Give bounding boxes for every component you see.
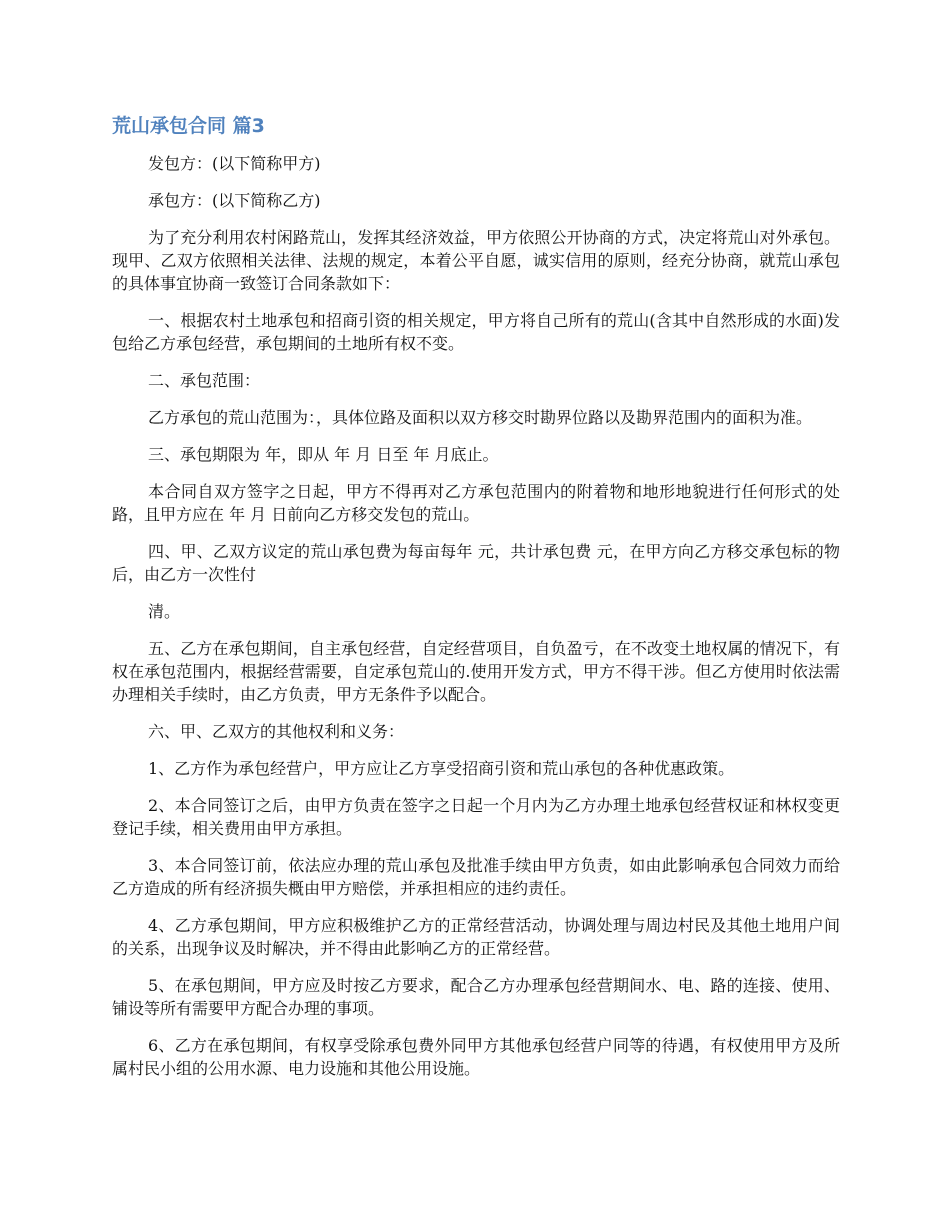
paragraph-preamble: 为了充分利用农村闲路荒山，发挥其经济效益，甲方依照公开协商的方式，决定将荒山对外承包。现甲、乙双方依照相关法律、法规的规定，本着公平自愿，诚实信用的原则，经充分协商，就荒山承包的具体事宜协商一致签订合同条款如下：	[112, 228, 840, 293]
paragraph-item-6: 6、乙方在承包期间，有权享受除承包费外同甲方其他承包经营户同等的待遇，有权使用甲方及所属村民小组的公用水源、电力设施和其他公用设施。	[112, 1036, 840, 1078]
paragraph-contractor: 承包方：(以下简称乙方)	[148, 191, 321, 210]
paragraph-item-2: 2、本合同签订之后，由甲方负责在签字之日起一个月内为乙方办理土地承包经营权证和林权变更登记手续，相关费用由甲方承担。	[112, 796, 840, 838]
paragraph-scope: 乙方承包的荒山范围为：，具体位路及面积以双方移交时勘界位路以及勘界范围内的面积为准。	[148, 408, 813, 427]
paragraph-clause-3: 三、承包期限为 年，即从 年 月 日至 年 月底止。	[148, 445, 499, 464]
paragraph-item-5: 5、在承包期间，甲方应及时按乙方要求，配合乙方办理承包经营期间水、电、路的连接、使用、铺设等所有需要甲方配合办理的事项。	[112, 976, 840, 1018]
paragraph-item-1: 1、乙方作为承包经营户，甲方应让乙方享受招商引资和荒山承包的各种优惠政策。	[148, 759, 735, 778]
paragraph-clause-4-end: 清。	[148, 602, 181, 621]
paragraph-effective: 本合同自双方签字之日起，甲方不得再对乙方承包范围内的附着物和地形地貌进行任何形式的处路，且甲方应在 年 月 日前向乙方移交发包的荒山。	[112, 482, 840, 524]
paragraph-clause-6: 六、甲、乙双方的其他权利和义务：	[148, 722, 405, 741]
paragraph-clause-2: 二、承包范围：	[148, 371, 261, 390]
document-page	[112, 112, 840, 1094]
paragraph-clause-4: 四、甲、乙双方议定的荒山承包费为每亩每年 元，共计承包费 元，在甲方向乙方移交承包标的物后，由乙方一次性付	[112, 542, 840, 584]
paragraph-clause-5: 五、乙方在承包期间，自主承包经营，自定经营项目，自负盈亏，在不改变土地权属的情况下，有权在承包范围内，根据经营需要，自定承包荒山的.使用开发方式，甲方不得干涉。但乙方使用时依法需办理相关手续时，由乙方负责，甲方无条件予以配合。	[112, 639, 840, 704]
paragraph-item-3: 3、本合同签订前，依法应办理的荒山承包及批准手续由甲方负责，如由此影响承包合同效力而给乙方造成的所有经济损失概由甲方赔偿，并承担相应的违约责任。	[112, 856, 840, 898]
paragraph-clause-1: 一、根据农村土地承包和招商引资的相关规定，甲方将自己所有的荒山(含其中自然形成的水面)发包给乙方承包经营，承包期间的土地所有权不变。	[112, 311, 840, 353]
paragraph-issuer: 发包方：(以下简称甲方)	[148, 154, 321, 173]
paragraph-item-4: 4、乙方承包期间，甲方应积极维护乙方的正常经营活动，协调处理与周边村民及其他土地用户间的关系，出现争议及时解决，并不得由此影响乙方的正常经营。	[112, 916, 840, 958]
document-title: 荒山承包合同 篇3	[112, 115, 265, 137]
